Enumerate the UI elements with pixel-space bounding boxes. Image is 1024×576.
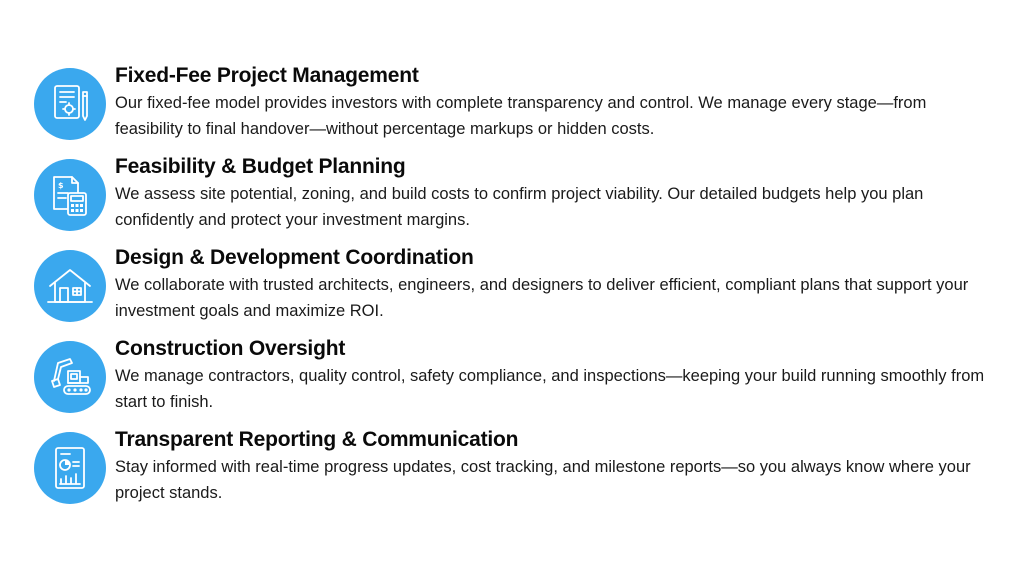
service-text [115, 244, 995, 324]
service-description: We manage contractors, quality control, safety compliance, and inspections—keeping your build running smoothly from start to finish. [115, 367, 985, 411]
services-list [34, 62, 994, 517]
invoice-calculator-icon [34, 159, 106, 231]
service-description: Our fixed-fee model provides investors with complete transparency and control. We manage every stage—from feasibility to final handover—without percentage markups or hidden costs. [115, 94, 927, 138]
service-item-design [34, 244, 994, 335]
service-item-construction [34, 335, 994, 426]
service-title: Construction Oversight [115, 337, 346, 360]
service-title: Design & Development Coordination [115, 246, 474, 269]
service-description: Stay informed with real-time progress updates, cost tracking, and milestone reports—so you always know where your project stands. [115, 458, 971, 502]
service-title: Fixed-Fee Project Management [115, 64, 419, 87]
house-icon [34, 250, 106, 322]
service-description: We assess site potential, zoning, and build costs to confirm project viability. Our detailed budgets help you plan confidently and protect your investment margins. [115, 185, 924, 229]
svg-text:$: $ [58, 181, 64, 190]
excavator-icon [34, 341, 106, 413]
service-title: Feasibility & Budget Planning [115, 155, 406, 178]
report-chart-icon [34, 432, 106, 504]
service-text [115, 62, 995, 142]
service-description: We collaborate with trusted architects, engineers, and designers to deliver efficient, compliant plans that support your investment goals and maximize ROI. [115, 276, 969, 320]
document-gear-icon [34, 68, 106, 140]
service-item-project-management [34, 62, 994, 153]
service-item-reporting [34, 426, 994, 517]
service-item-feasibility [34, 153, 994, 244]
service-text [115, 426, 995, 506]
service-text [115, 153, 995, 233]
service-text [115, 335, 995, 415]
service-title: Transparent Reporting & Communication [115, 428, 519, 451]
